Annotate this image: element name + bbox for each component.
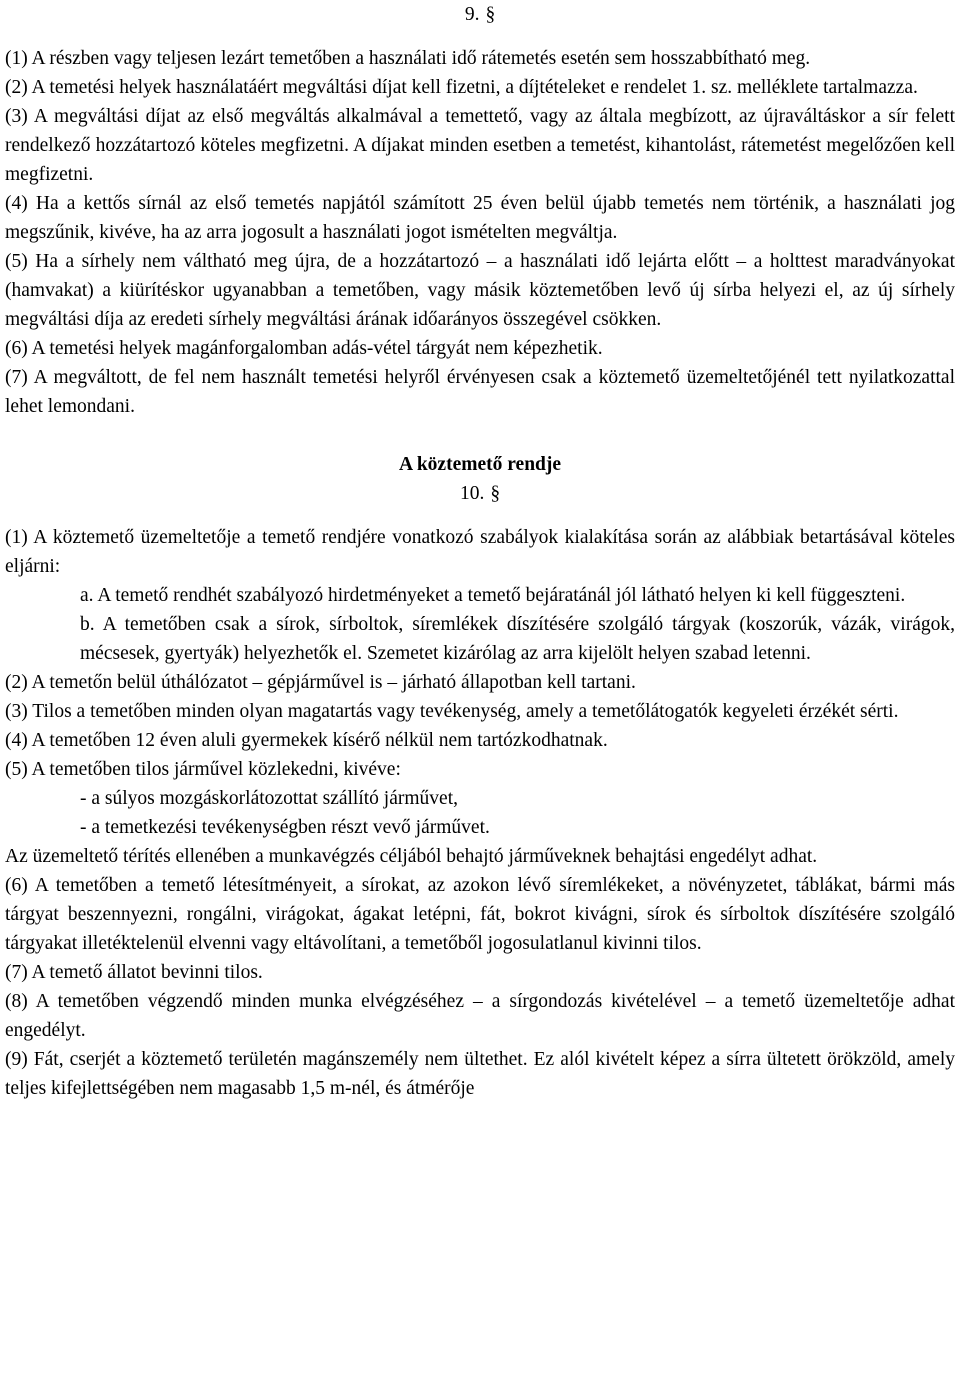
section-10-para-2: (2) A temetőn belül úthálózatot – gépjárművel is – járható állapotban kell tartani. [5, 672, 636, 693]
section-10-para-5-after: Az üzemeltető térítés ellenében a munkavégzés céljából behajtó járműveknek behajtási engedélyt adhat. [5, 846, 818, 867]
section-10-para-4: (4) A temetőben 12 éven aluli gyermekek kísérő nélkül nem tartózkodhatnak. [5, 730, 608, 751]
section-10-para-5: (5) A temetőben tilos járművel közlekedni, kivéve: [5, 759, 401, 780]
section-10-para-9: (9) Fát, cserjét a köztemető területén magánszemély nem ültethet. Ez alól kivételt képez a sírra ültetett örökzöld, amely teljes kifejlettségében nem magasabb 1,5 m-nél, és átmérője [5, 1049, 955, 1099]
section-10-para-1-item-a: a. A temető rendhét szabályozó hirdetményeket a temető bejáratánál jól látható helyen ki kell függeszteni. [80, 585, 906, 606]
section-9-para-2: (2) A temetési helyek használatáért megváltási díjat kell fizetni, a díjtételeket e rendelet 1. sz. melléklete tartalmazza. [5, 77, 918, 98]
section-10-para-7: (7) A temető állatot bevinni tilos. [5, 962, 263, 983]
section-10-number: 10. [459, 483, 485, 504]
section-10-para-1-item-b: b. A temetőben csak a sírok, sírboltok, síremlékek díszítésére szolgáló tárgyak (koszorúk, vázák, virágok, mécsesek, gyertyák) helyezhetők el. Szemetet kizárólag az arra kijelölt helyen szabad letenni. [80, 614, 955, 664]
section-sign: § [485, 4, 496, 25]
section-10-heading [5, 479, 955, 508]
section-9-heading [5, 0, 955, 29]
section-10-title: A köztemető rendje [398, 454, 562, 475]
section-9-para-6: (6) A temetési helyek magánforgalomban adás-vétel tárgyát nem képezhetik. [5, 338, 603, 359]
section-9-number: 9. [464, 4, 480, 25]
section-10-para-5-item-1: - a súlyos mozgáskorlátozottat szállító járművet, [80, 788, 458, 809]
section-10-para-1: (1) A köztemető üzemeltetője a temető rendjére vonatkozó szabályok kialakítása során az alábbiak betartásával köteles eljárni: [5, 527, 955, 577]
section-10-para-5-item-2: - a temetkezési tevékenységben részt vevő járművet. [80, 817, 490, 838]
section-9-para-7: (7) A megváltott, de fel nem használt temetési helyről érvényesen csak a köztemető üzemeltetőjénél tett nyilatkozattal lehet lemondani. [5, 367, 955, 417]
section-9-para-4: (4) Ha a kettős sírnál az első temetés napjától számított 25 éven belül újabb temetés nem történik, a használati jog megszűnik, kivéve, ha az arra jogosult a használati jogot ismételten megváltja. [5, 193, 955, 243]
section-9-para-1: (1) A részben vagy teljesen lezárt temetőben a használati idő rátemetés esetén sem hosszabbítható meg. [5, 48, 811, 69]
section-10-para-8: (8) A temetőben végzendő minden munka elvégzéséhez – a sírgondozás kivételével – a temető üzemeltetője adhat engedélyt. [5, 991, 955, 1041]
section-9-para-5: (5) Ha a sírhely nem váltható meg újra, de a hozzátartozó – a használati idő lejárta előtt – a holttest maradványokat (hamvakat) a kiürítéskor ugyanabban a temetőben, vagy másik köztemetőben levő új sírba helyezi el, az új sírhely megváltási díja az eredeti sírhely megváltási árának időarányos összegével csökken. [5, 251, 955, 330]
section-9-para-3: (3) A megváltási díjat az első megváltás alkalmával a temettető, vagy az általa megbízott, az újraváltáskor a sír felett rendelkező hozzátartozó köteles megfizetni. A díjakat minden esetben a temetést, kihantolást, rátemetést megelőzően kell megfizetni. [5, 106, 955, 185]
document-page [5, 0, 955, 1103]
section-sign: § [490, 483, 501, 504]
section-10-para-6: (6) A temetőben a temető létesítményeit, a sírokat, az azokon lévő síremlékeket, a növényzetet, táblákat, bármi más tárgyat beszennyezni, rongálni, virágokat, ágakat letépni, fát, bokrot kivágni, sírok és sírboltok díszítésére szolgáló tárgyakat illetéktelenül elvenni vagy eltávolítani, a temetőből jogosulatlanul kivinni tilos. [5, 875, 955, 954]
section-10-para-3: (3) Tilos a temetőben minden olyan magatartás vagy tevékenység, amely a temetőlátogatók kegyeleti érzékét sérti. [5, 701, 899, 722]
